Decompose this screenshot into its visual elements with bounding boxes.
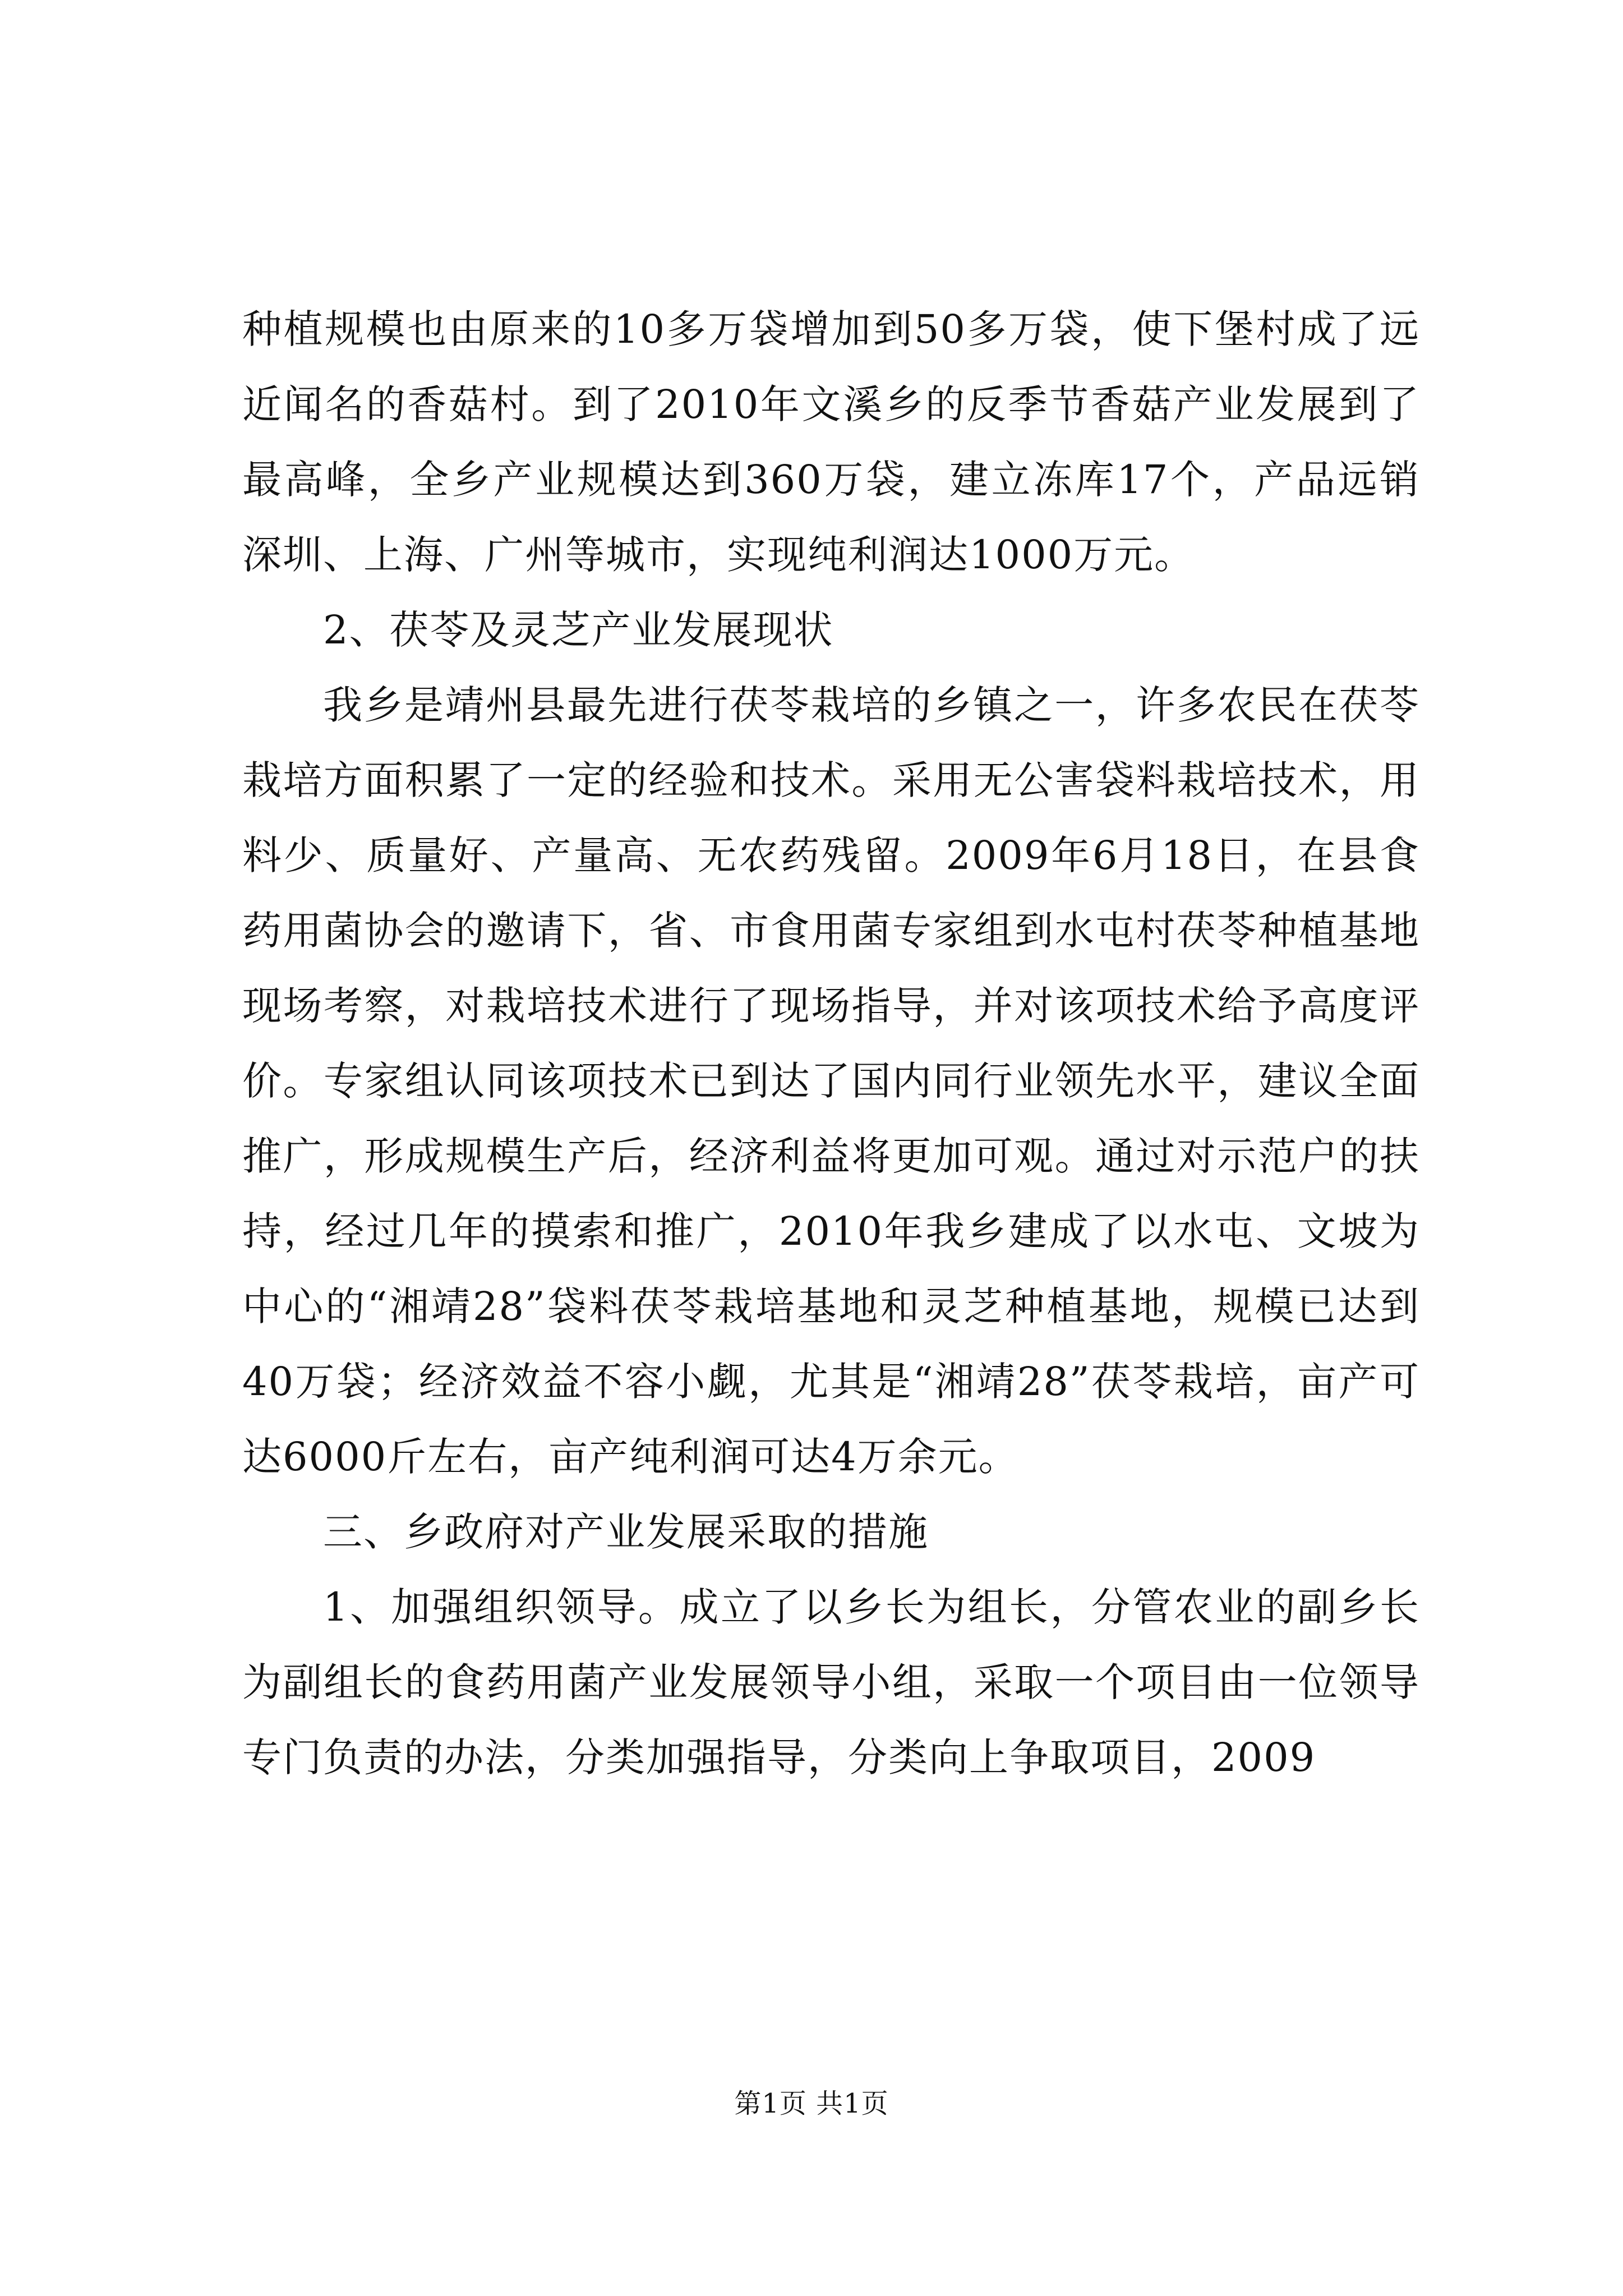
section-heading-measures: 三、乡政府对产业发展采取的措施 bbox=[323, 1509, 929, 1555]
document-body bbox=[242, 292, 1420, 1795]
page-footer: 第1页 共1页 bbox=[734, 2088, 889, 2119]
paragraph-fuling: 我乡是靖州县最先进行茯苓栽培的乡镇之一，许多农民在茯苓栽培方面积累了一定的经验和技术。采用无公害袋料栽培技术，用料少、质量好、产量高、无农药残留。2009年6月18日，在县食药用菌协会的邀请下，省、市食用菌专家组到水屯村茯苓种植基地现场考察，对栽培技术进行了现场指导，并对该项技术给予高度评价。专家组认同该项技术已到达了国内同行业领先水平，建议全面推广，形成规模生产后，经济利益将更加可观。通过对示范户的扶持，经过几年的摸索和推广，2010年我乡建成了以水屯、文坡为中心的“湘靖28”袋料茯苓栽培基地和灵芝种植基地，规模已达到40万袋；经济效益不容小觑，尤其是“湘靖28”茯苓栽培，亩产可达6000斤左右，亩产纯利润可达4万余元。 bbox=[242, 682, 1420, 1480]
paragraph-organization: 1、加强组织领导。成立了以乡长为组长，分管农业的副乡长为副组长的食药用菌产业发展领导小组，采取一个项目由一位领导专门负责的办法，分类加强指导，分类向上争取项目，2009 bbox=[242, 1584, 1420, 1780]
paragraph-continuation: 种植规模也由原来的10多万袋增加到50多万袋，使下堡村成了远近闻名的香菇村。到了2010年文溪乡的反季节香菇产业发展到了最高峰，全乡产业规模达到360万袋，建立冻库17个，产品远销深圳、上海、广州等城市，实现纯利润达1000万元。 bbox=[242, 306, 1420, 578]
section-heading-fuling-lingzhi: 2、茯苓及灵芝产业发展现状 bbox=[323, 607, 834, 653]
